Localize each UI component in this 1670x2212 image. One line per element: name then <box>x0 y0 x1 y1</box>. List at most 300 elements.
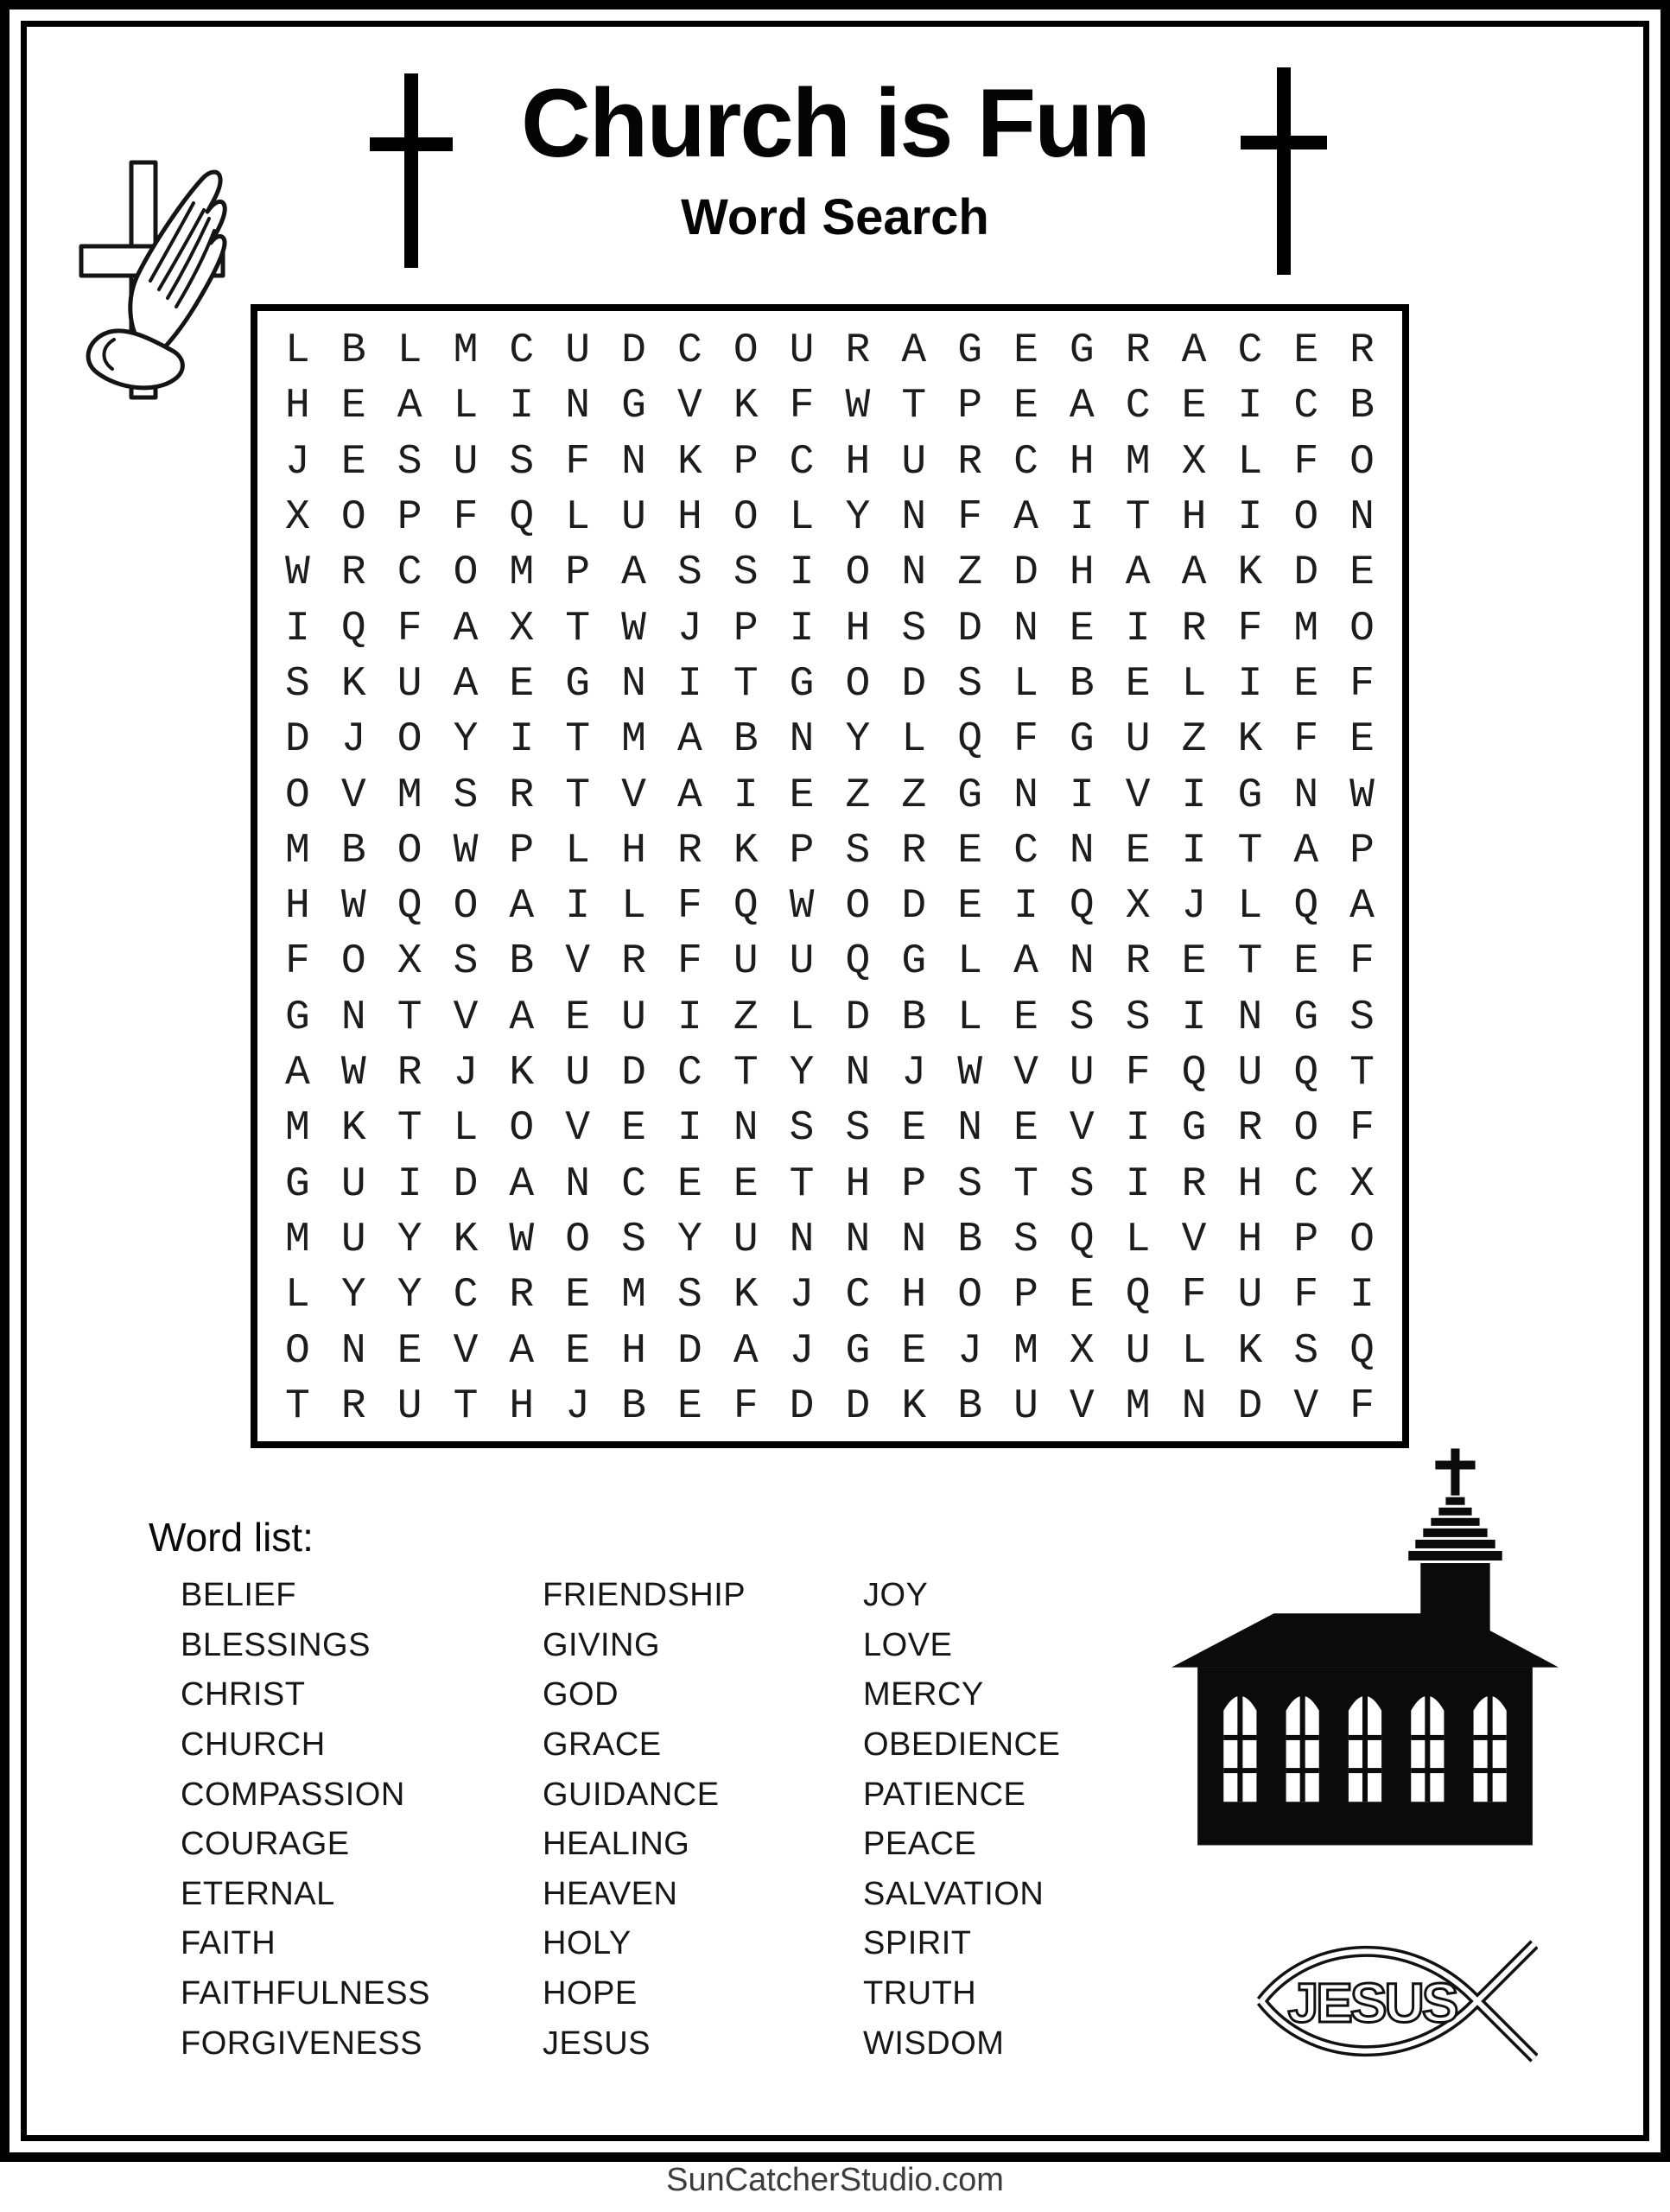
grid-letter: D <box>789 1382 815 1430</box>
grid-letter: T <box>453 1382 479 1430</box>
grid-letter: B <box>733 716 759 764</box>
grid-letter: N <box>340 994 366 1041</box>
grid-letter: O <box>845 550 871 597</box>
grid-letter: I <box>676 660 702 708</box>
grid-letter: E <box>957 883 983 931</box>
grid-letter: I <box>509 383 535 430</box>
grid-letter: T <box>1125 494 1151 542</box>
grid-letter: K <box>1237 550 1263 597</box>
grid-letter: I <box>1181 772 1207 819</box>
grid-letter: H <box>845 605 871 652</box>
grid-letter: A <box>901 327 927 375</box>
word-list-label: Word list: <box>149 1515 314 1560</box>
grid-letter: L <box>1181 660 1207 708</box>
grid-letter: S <box>845 827 871 874</box>
grid-letter: B <box>621 1382 646 1430</box>
grid-letter: G <box>1181 1105 1207 1153</box>
grid-letter: A <box>397 383 422 430</box>
grid-letter: Y <box>845 494 871 542</box>
grid-letter: A <box>1293 827 1319 874</box>
grid-letter: N <box>733 1105 759 1153</box>
grid-letter: U <box>621 494 646 542</box>
grid-letter: V <box>676 383 702 430</box>
grid-letter: G <box>285 1160 310 1208</box>
grid-letter: O <box>340 938 366 986</box>
grid-letter: Q <box>397 883 422 931</box>
grid-letter: F <box>453 494 479 542</box>
jesus-fish-icon <box>1249 1927 1538 2077</box>
grid-letter: B <box>340 327 366 375</box>
grid-letter: L <box>1125 1216 1151 1263</box>
grid-letter: Z <box>733 994 759 1041</box>
word-list-item: GIVING <box>543 1626 661 1663</box>
grid-letter: D <box>845 994 871 1041</box>
grid-letter: E <box>676 1160 702 1208</box>
grid-letter: S <box>957 1160 983 1208</box>
word-list-item: GOD <box>543 1676 619 1713</box>
grid-letter: Q <box>1181 1050 1207 1097</box>
grid-letter: P <box>397 494 422 542</box>
grid-letter: N <box>1069 938 1095 986</box>
grid-letter: U <box>789 327 815 375</box>
grid-letter: C <box>676 1050 702 1097</box>
grid-letter: S <box>397 438 422 486</box>
grid-letter: P <box>1293 1216 1319 1263</box>
grid-letter: U <box>733 938 759 986</box>
grid-letter: C <box>1293 1160 1319 1208</box>
grid-letter: U <box>1237 1272 1263 1319</box>
grid-letter: N <box>957 1105 983 1153</box>
grid-letter: Z <box>901 772 927 819</box>
grid-letter: Y <box>845 716 871 764</box>
grid-letter: N <box>1181 1382 1207 1430</box>
grid-letter: E <box>676 1382 702 1430</box>
grid-letter: B <box>957 1382 983 1430</box>
grid-letter: V <box>1069 1105 1095 1153</box>
grid-letter: J <box>676 605 702 652</box>
grid-letter: A <box>1069 383 1095 430</box>
grid-letter: C <box>1237 327 1263 375</box>
grid-letter: I <box>1237 660 1263 708</box>
grid-letter: I <box>676 994 702 1041</box>
grid-letter: D <box>957 605 983 652</box>
grid-letter: F <box>1349 938 1375 986</box>
grid-letter: L <box>621 883 646 931</box>
grid-letter: W <box>789 883 815 931</box>
grid-letter: I <box>1013 883 1038 931</box>
grid-letter: U <box>789 938 815 986</box>
grid-letter: U <box>397 660 422 708</box>
grid-letter: M <box>285 1105 310 1153</box>
grid-letter: G <box>789 660 815 708</box>
word-list-item: HEALING <box>543 1826 690 1863</box>
grid-letter: F <box>1293 1272 1319 1319</box>
grid-letter: H <box>901 1272 927 1319</box>
grid-letter: V <box>1181 1216 1207 1263</box>
grid-letter: S <box>1293 1327 1319 1375</box>
grid-letter: A <box>285 1050 310 1097</box>
grid-letter: T <box>1237 938 1263 986</box>
grid-letter: L <box>901 716 927 764</box>
grid-letter: Z <box>957 550 983 597</box>
grid-letter: E <box>1013 327 1038 375</box>
grid-letter: Y <box>397 1272 422 1319</box>
grid-letter: A <box>1181 327 1207 375</box>
grid-letter: N <box>1237 994 1263 1041</box>
grid-letter: O <box>1349 438 1375 486</box>
grid-letter: E <box>1013 994 1038 1041</box>
grid-letter: X <box>1069 1327 1095 1375</box>
grid-letter: C <box>1293 383 1319 430</box>
grid-letter: A <box>1013 494 1038 542</box>
grid-letter: U <box>1125 1327 1151 1375</box>
grid-letter: L <box>1181 1327 1207 1375</box>
grid-letter: H <box>676 494 702 542</box>
grid-letter: A <box>509 883 535 931</box>
grid-letter: C <box>789 438 815 486</box>
footer-credit: SunCatcherStudio.com <box>666 2162 1004 2198</box>
grid-letter: O <box>733 327 759 375</box>
grid-letter: Q <box>1349 1327 1375 1375</box>
grid-letter: H <box>845 1160 871 1208</box>
grid-letter: K <box>676 438 702 486</box>
grid-letter: D <box>1013 550 1038 597</box>
grid-letter: D <box>621 327 646 375</box>
grid-letter: W <box>1349 772 1375 819</box>
grid-letter: D <box>676 1327 702 1375</box>
grid-letter: G <box>845 1327 871 1375</box>
grid-letter: R <box>1349 327 1375 375</box>
grid-letter: E <box>340 383 366 430</box>
page-subtitle: Word Search <box>681 189 989 245</box>
grid-letter: A <box>621 550 646 597</box>
grid-letter: U <box>565 1050 591 1097</box>
grid-letter: P <box>509 827 535 874</box>
grid-letter: E <box>340 438 366 486</box>
grid-letter: K <box>901 1382 927 1430</box>
page-title: Church is Fun <box>521 69 1149 177</box>
grid-letter: F <box>1349 1105 1375 1153</box>
word-search-grid <box>251 304 1409 1448</box>
grid-letter: D <box>285 716 310 764</box>
grid-letter: T <box>1013 1160 1038 1208</box>
grid-letter: M <box>285 827 310 874</box>
grid-letter: G <box>285 994 310 1041</box>
grid-letter: P <box>789 827 815 874</box>
grid-letter: S <box>1125 994 1151 1041</box>
grid-letter: L <box>957 994 983 1041</box>
grid-letter: E <box>789 772 815 819</box>
grid-letter: M <box>453 327 479 375</box>
grid-letter: N <box>565 1160 591 1208</box>
grid-letter: K <box>733 383 759 430</box>
grid-letter: C <box>676 327 702 375</box>
grid-letter: V <box>453 1327 479 1375</box>
grid-letter: H <box>845 438 871 486</box>
word-list-item: HOLY <box>543 1925 632 1962</box>
grid-letter: V <box>565 1105 591 1153</box>
grid-letter: E <box>1349 550 1375 597</box>
grid-letter: I <box>285 605 310 652</box>
grid-letter: E <box>1069 605 1095 652</box>
word-list-item: HOPE <box>543 1975 638 2012</box>
grid-letter: F <box>676 938 702 986</box>
grid-letter: S <box>509 438 535 486</box>
grid-letter: E <box>565 1327 591 1375</box>
grid-letter: E <box>1181 938 1207 986</box>
grid-letter: N <box>565 383 591 430</box>
grid-letter: J <box>789 1327 815 1375</box>
grid-letter: S <box>845 1105 871 1153</box>
grid-letter: G <box>957 772 983 819</box>
grid-letter: U <box>340 1160 366 1208</box>
grid-letter: D <box>901 660 927 708</box>
grid-letter: F <box>789 383 815 430</box>
grid-letter: P <box>565 550 591 597</box>
word-list-item: PATIENCE <box>863 1776 1026 1813</box>
word-list-item: ETERNAL <box>181 1875 335 1912</box>
jesus-fish-text: JESUS <box>1287 1972 1457 2034</box>
grid-letter: E <box>1293 938 1319 986</box>
grid-letter: A <box>509 1327 535 1375</box>
grid-letter: O <box>397 716 422 764</box>
grid-letter: R <box>1237 1105 1263 1153</box>
grid-letter: G <box>565 660 591 708</box>
cross-horizontal-bar <box>370 137 453 151</box>
grid-letter: R <box>340 1382 366 1430</box>
grid-letter: F <box>1349 1382 1375 1430</box>
grid-letter: G <box>621 383 646 430</box>
grid-letter: F <box>1349 660 1375 708</box>
grid-letter: I <box>733 772 759 819</box>
grid-letter: S <box>1349 994 1375 1041</box>
grid-letter: O <box>1349 605 1375 652</box>
grid-letter: F <box>1181 1272 1207 1319</box>
grid-letter: H <box>509 1382 535 1430</box>
grid-letter: O <box>285 1327 310 1375</box>
grid-letter: W <box>285 550 310 597</box>
grid-letter: N <box>621 438 646 486</box>
grid-letter: A <box>1125 550 1151 597</box>
grid-letter: M <box>1293 605 1319 652</box>
word-list-item: COURAGE <box>181 1826 350 1863</box>
grid-letter: U <box>1237 1050 1263 1097</box>
grid-letter: M <box>1013 1327 1038 1375</box>
grid-letter: N <box>901 550 927 597</box>
grid-letter: R <box>509 772 535 819</box>
grid-letter: C <box>1013 438 1038 486</box>
grid-letter: B <box>957 1216 983 1263</box>
grid-letter: T <box>1237 827 1263 874</box>
grid-letter: C <box>1013 827 1038 874</box>
grid-letter: A <box>733 1327 759 1375</box>
grid-letter: R <box>509 1272 535 1319</box>
grid-letter: E <box>565 994 591 1041</box>
grid-letter: I <box>397 1160 422 1208</box>
grid-letter: B <box>901 994 927 1041</box>
grid-letter: J <box>957 1327 983 1375</box>
word-list-item: GRACE <box>543 1726 662 1764</box>
grid-letter: H <box>621 827 646 874</box>
grid-letter: S <box>1069 1160 1095 1208</box>
grid-letter: I <box>1125 605 1151 652</box>
grid-letter: T <box>565 716 591 764</box>
grid-letter: I <box>1181 994 1207 1041</box>
grid-letter: I <box>509 716 535 764</box>
grid-letter: C <box>453 1272 479 1319</box>
grid-letter: U <box>1125 716 1151 764</box>
cross-vertical-bar <box>404 73 418 268</box>
grid-letter: K <box>1237 1327 1263 1375</box>
grid-letter: X <box>397 938 422 986</box>
word-list-item: CHRIST <box>181 1676 306 1713</box>
grid-letter: T <box>565 605 591 652</box>
grid-letter: A <box>1349 883 1375 931</box>
grid-letter: A <box>1181 550 1207 597</box>
grid-letter: R <box>1181 1160 1207 1208</box>
grid-letter: U <box>1069 1050 1095 1097</box>
word-list-item: BLESSINGS <box>181 1626 371 1663</box>
word-list-item: WISDOM <box>863 2024 1005 2062</box>
grid-letter: I <box>1237 383 1263 430</box>
grid-letter: R <box>845 327 871 375</box>
word-list-column-2 <box>543 1571 746 2069</box>
grid-letter: L <box>565 494 591 542</box>
grid-letter: O <box>453 550 479 597</box>
grid-letter: E <box>1125 827 1151 874</box>
grid-letter: I <box>1349 1272 1375 1319</box>
grid-letter: I <box>789 605 815 652</box>
grid-letter: E <box>1069 1272 1095 1319</box>
grid-letter: S <box>676 550 702 597</box>
word-list-item: SALVATION <box>863 1875 1045 1912</box>
grid-letter: T <box>285 1382 310 1430</box>
grid-letter: Q <box>1293 1050 1319 1097</box>
grid-letter: O <box>340 494 366 542</box>
grid-letter: E <box>1013 383 1038 430</box>
grid-letter: L <box>1237 883 1263 931</box>
grid-letter: F <box>1013 716 1038 764</box>
grid-letter: J <box>1181 883 1207 931</box>
grid-letter: I <box>1125 1105 1151 1153</box>
grid-letter: N <box>845 1050 871 1097</box>
grid-letter: Q <box>1069 1216 1095 1263</box>
grid-letter: O <box>397 827 422 874</box>
grid-letter: T <box>789 1160 815 1208</box>
grid-letter: S <box>957 660 983 708</box>
grid-letter: O <box>509 1105 535 1153</box>
grid-letter: M <box>1125 1382 1151 1430</box>
grid-letter: R <box>957 438 983 486</box>
grid-letter: T <box>1349 1050 1375 1097</box>
grid-letter: N <box>901 1216 927 1263</box>
grid-letter: X <box>1181 438 1207 486</box>
grid-letter: L <box>789 494 815 542</box>
grid-letter: O <box>1293 494 1319 542</box>
grid-letter: X <box>1349 1160 1375 1208</box>
grid-letter: U <box>453 438 479 486</box>
grid-letter: W <box>340 883 366 931</box>
grid-letter: N <box>1349 494 1375 542</box>
grid-letter: P <box>733 438 759 486</box>
grid-letter: E <box>1349 716 1375 764</box>
grid-letter: L <box>285 1272 310 1319</box>
grid-letter: W <box>509 1216 535 1263</box>
grid-letter: O <box>845 883 871 931</box>
word-list-item: COMPASSION <box>181 1776 405 1813</box>
grid-letter: G <box>1293 994 1319 1041</box>
grid-letter: V <box>621 772 646 819</box>
grid-letter: I <box>1125 1160 1151 1208</box>
grid-letter: E <box>565 1272 591 1319</box>
grid-letter: J <box>285 438 310 486</box>
grid-letter: G <box>901 938 927 986</box>
grid-letter: N <box>789 716 815 764</box>
grid-letter: D <box>1237 1382 1263 1430</box>
grid-letter: I <box>1181 827 1207 874</box>
grid-letter: A <box>453 605 479 652</box>
grid-letter: Y <box>676 1216 702 1263</box>
grid-letter: H <box>1069 438 1095 486</box>
grid-letter: G <box>1069 327 1095 375</box>
grid-letter: O <box>565 1216 591 1263</box>
grid-letter: X <box>509 605 535 652</box>
word-list-item: TRUTH <box>863 1975 977 2012</box>
grid-letter: H <box>621 1327 646 1375</box>
grid-letter: F <box>1125 1050 1151 1097</box>
word-list-item: FORGIVENESS <box>181 2024 422 2062</box>
grid-letter: F <box>1293 438 1319 486</box>
grid-letter: T <box>397 994 422 1041</box>
grid-letter: U <box>901 438 927 486</box>
word-list-item: PEACE <box>863 1826 977 1863</box>
grid-letter: P <box>901 1160 927 1208</box>
grid-letter: U <box>340 1216 366 1263</box>
grid-letter: O <box>453 883 479 931</box>
grid-letter: C <box>621 1160 646 1208</box>
grid-letter: C <box>509 327 535 375</box>
cross-icon <box>370 73 453 268</box>
grid-letter: T <box>901 383 927 430</box>
word-list-item: JOY <box>863 1577 929 1614</box>
grid-letter: U <box>1013 1382 1038 1430</box>
grid-letter: O <box>957 1272 983 1319</box>
grid-letter: X <box>285 494 310 542</box>
word-list-item: BELIEF <box>181 1577 296 1614</box>
grid-letter: E <box>1293 660 1319 708</box>
grid-letter: Q <box>733 883 759 931</box>
grid-letter: L <box>285 327 310 375</box>
grid-letter: Q <box>340 605 366 652</box>
grid-letter: B <box>1349 383 1375 430</box>
grid-letter: N <box>621 660 646 708</box>
word-list-item: OBEDIENCE <box>863 1726 1061 1764</box>
grid-letter: E <box>1181 383 1207 430</box>
grid-letter: N <box>845 1216 871 1263</box>
grid-letter: S <box>1069 994 1095 1041</box>
grid-letter: B <box>1069 660 1095 708</box>
grid-letter: R <box>1125 938 1151 986</box>
grid-letter: L <box>453 1105 479 1153</box>
grid-letter: Q <box>845 938 871 986</box>
grid-letter: F <box>1237 605 1263 652</box>
grid-letter: S <box>453 772 479 819</box>
grid-letter: S <box>901 605 927 652</box>
grid-letter: M <box>397 772 422 819</box>
grid-letter: P <box>733 605 759 652</box>
grid-letter: F <box>565 438 591 486</box>
grid-letter: K <box>733 1272 759 1319</box>
